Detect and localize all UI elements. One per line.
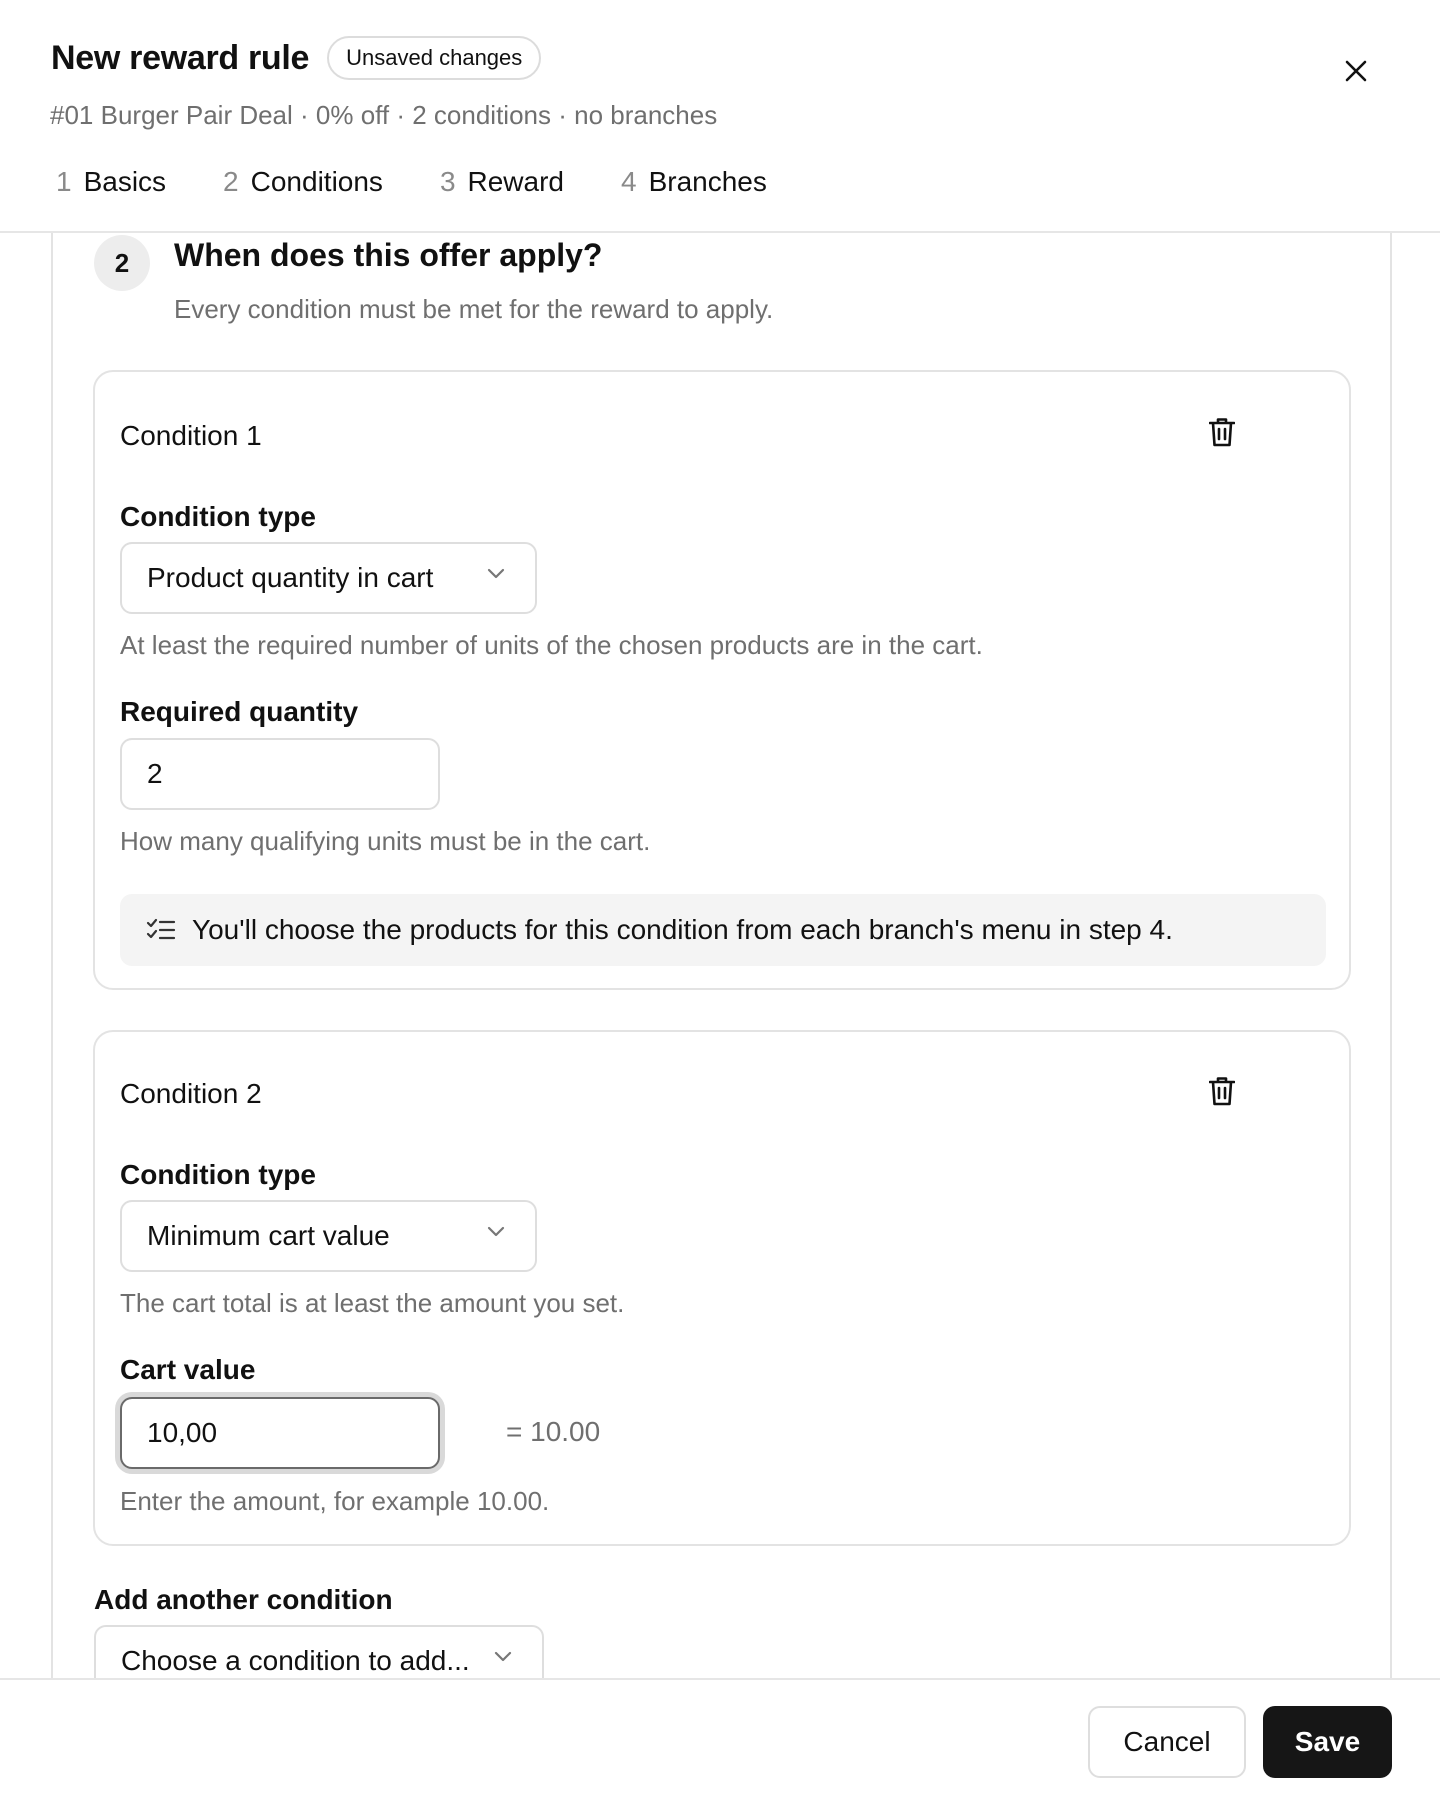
tab-label: Basics	[83, 166, 167, 197]
condition-type-label: Condition type	[120, 1159, 316, 1190]
required-quantity-help: How many qualifying units must be in the cart.	[120, 826, 651, 856]
condition-card-1	[93, 370, 1351, 990]
chevron-down-icon	[487, 1226, 505, 1238]
add-condition-label: Add another condition	[94, 1584, 393, 1615]
required-quantity-label: Required quantity	[120, 696, 359, 727]
tab-conditions[interactable]	[223, 166, 383, 198]
tab-number: 2	[223, 166, 239, 197]
products-info-note	[120, 894, 1326, 966]
trash-icon	[1209, 1076, 1235, 1106]
trash-icon	[1209, 417, 1235, 447]
condition-title: Condition 1	[120, 420, 262, 451]
modal-header	[0, 0, 1440, 233]
condition-type-select[interactable]	[120, 1200, 537, 1272]
checklist-icon	[146, 917, 176, 943]
chevron-down-icon	[487, 568, 505, 580]
condition-type-label: Condition type	[120, 501, 316, 532]
cart-value-normalized: = 10.00	[506, 1416, 601, 1447]
rule-summary: #01 Burger Pair Deal · 0% off · 2 conditions · no branches	[50, 100, 718, 130]
tab-number: 4	[621, 166, 637, 197]
select-value: Minimum cart value	[147, 1220, 390, 1251]
step-number-badge: 2	[94, 235, 150, 291]
section-title: When does this offer apply?	[174, 237, 603, 273]
condition-type-select[interactable]	[120, 542, 537, 614]
close-button[interactable]	[1335, 50, 1377, 92]
cart-value-input[interactable]: 10,00	[120, 1397, 440, 1469]
delete-condition-button[interactable]	[1205, 1074, 1239, 1108]
tab-label: Conditions	[250, 166, 383, 197]
conditions-scroll-area[interactable]	[51, 233, 1392, 1678]
select-value: Product quantity in cart	[147, 562, 434, 593]
condition-card-2	[93, 1030, 1351, 1546]
tab-reward[interactable]	[440, 166, 564, 198]
select-placeholder: Choose a condition to add...	[121, 1645, 470, 1676]
add-condition-select[interactable]	[94, 1625, 544, 1678]
modal-footer	[0, 1678, 1440, 1800]
modal-title: New reward rule	[51, 38, 310, 77]
section-description: Every condition must be met for the reward to apply.	[174, 294, 774, 324]
tab-number: 1	[56, 166, 72, 197]
tab-basics[interactable]	[56, 166, 166, 198]
tab-number: 3	[439, 166, 456, 197]
cart-value-help: Enter the amount, for example 10.00.	[120, 1486, 550, 1516]
title-row	[51, 36, 541, 80]
cancel-button[interactable]: Cancel	[1088, 1706, 1246, 1778]
condition-type-help: The cart total is at least the amount you set.	[120, 1288, 625, 1318]
required-quantity-input[interactable]: 2	[120, 738, 440, 810]
info-text: You'll choose the products for this condition from each branch's menu in step 4.	[192, 914, 1173, 945]
delete-condition-button[interactable]	[1205, 415, 1239, 449]
save-button[interactable]: Save	[1263, 1706, 1392, 1778]
chevron-down-icon	[494, 1651, 512, 1663]
condition-title: Condition 2	[120, 1078, 262, 1109]
close-icon	[1345, 60, 1367, 82]
unsaved-changes-badge: Unsaved changes	[327, 36, 541, 80]
tab-label: Branches	[648, 166, 767, 197]
condition-type-help: At least the required number of units of the chosen products are in the cart.	[120, 630, 983, 660]
tab-branches[interactable]	[621, 166, 767, 198]
step-tabs	[56, 166, 824, 198]
tab-label: Reward	[467, 166, 564, 197]
cart-value-label: Cart value	[120, 1354, 256, 1385]
